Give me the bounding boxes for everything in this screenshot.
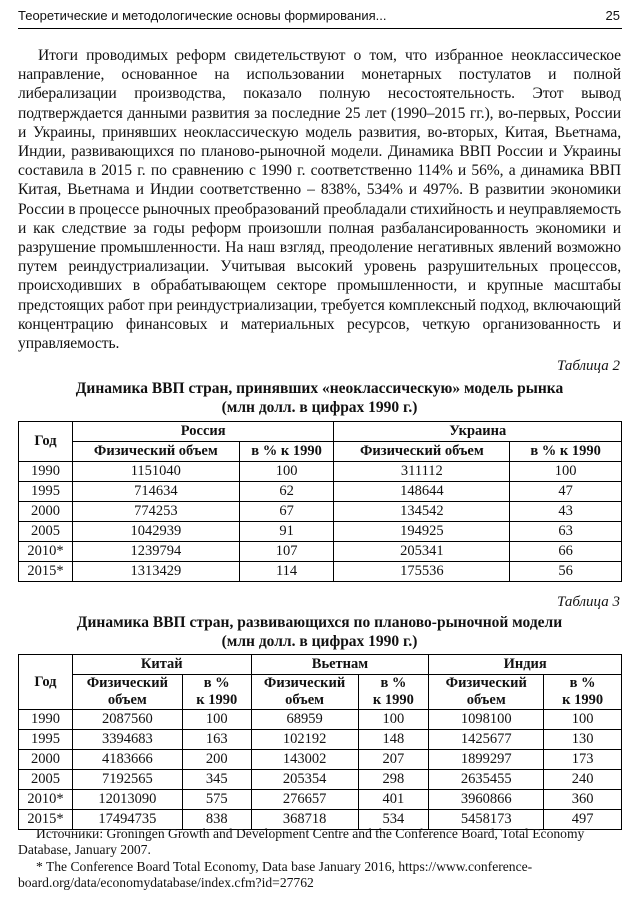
table2-col-physical: Физический объем (72, 442, 239, 462)
table3-title-line1: Динамика ВВП стран, развивающихся по планово-рыночной модели (76, 614, 563, 631)
table-cell: 100 (510, 462, 622, 482)
table-cell: 2015* (19, 562, 73, 582)
table-cell: 63 (510, 522, 622, 542)
table-cell: 205341 (334, 542, 510, 562)
table-cell: 1098100 (429, 710, 544, 730)
table-cell: 100 (182, 710, 251, 730)
running-title: Теоретические и методологические основы формирования... (18, 8, 387, 23)
running-header (18, 6, 622, 29)
table-cell: 207 (358, 750, 429, 770)
table-cell: 7192565 (72, 770, 182, 790)
table-cell: 1899297 (429, 750, 544, 770)
table-cell: 205354 (251, 770, 358, 790)
table-cell: 68959 (251, 710, 358, 730)
table-cell: 345 (182, 770, 251, 790)
table-cell: 67 (239, 502, 334, 522)
table-cell: 534 (358, 810, 429, 830)
footnote-text: * The Conference Board Total Economy, Data base January 2016, https://www.conference-board.org/data/economydatabase/index.cfm?id=27762 (18, 858, 533, 891)
table-row (19, 502, 622, 522)
table3-label: Таблица 3 (557, 594, 620, 610)
table-cell: 47 (510, 482, 622, 502)
table-cell: 107 (239, 542, 334, 562)
table3-title-line2: (млн долл. в цифрах 1990 г.) (221, 633, 418, 650)
table2-title-line1: Динамика ВВП стран, принявших «неоклассическую» модель рынка (75, 380, 564, 397)
table-cell: 1995 (19, 730, 73, 750)
sources-block (18, 826, 622, 892)
table-cell: 3394683 (72, 730, 182, 750)
page-number: 25 (605, 8, 620, 23)
table-cell: 1425677 (429, 730, 544, 750)
table2-col-physical: Физический объем (334, 442, 510, 462)
table-cell: 148644 (334, 482, 510, 502)
table-cell: 17494735 (72, 810, 182, 830)
table-cell: 130 (544, 730, 622, 750)
table-cell: 2087560 (72, 710, 182, 730)
table-cell: 173 (544, 750, 622, 770)
table-cell: 2000 (19, 502, 73, 522)
table-cell: 62 (239, 482, 334, 502)
table-cell: 838 (182, 810, 251, 830)
table-cell: 56 (510, 562, 622, 582)
table-cell: 276657 (251, 790, 358, 810)
table-cell: 163 (182, 730, 251, 750)
table-cell: 714634 (72, 482, 239, 502)
table-cell: 200 (182, 750, 251, 770)
table-cell: 368718 (251, 810, 358, 830)
table-cell: 360 (544, 790, 622, 810)
table-cell: 1313429 (72, 562, 239, 582)
table-row (19, 750, 622, 770)
table2-year-header: Год (19, 422, 73, 462)
table-row (19, 482, 622, 502)
table-cell: 91 (239, 522, 334, 542)
table-row (19, 790, 622, 810)
table-cell: 5458173 (429, 810, 544, 830)
table-cell: 2015* (19, 810, 73, 830)
table-cell: 1990 (19, 462, 73, 482)
table3-col-physical: Физический объем (72, 675, 182, 710)
table2-title-line2: (млн долл. в цифрах 1990 г.) (221, 399, 418, 416)
table-row (19, 522, 622, 542)
table3-country-india: Индия (429, 655, 622, 675)
table2-col-percent: в % к 1990 (239, 442, 334, 462)
table-row (19, 542, 622, 562)
table-cell: 1151040 (72, 462, 239, 482)
table3-country-vietnam: Вьетнам (251, 655, 429, 675)
table-cell: 575 (182, 790, 251, 810)
table-row (19, 462, 622, 482)
table-cell: 43 (510, 502, 622, 522)
table3 (18, 654, 622, 830)
table-row (19, 730, 622, 750)
table2-label: Таблица 2 (557, 358, 620, 374)
table3-country-china: Китай (72, 655, 251, 675)
table3-col-percent: в % к 1990 (544, 675, 622, 710)
table-cell: 2010* (19, 542, 73, 562)
table-cell: 148 (358, 730, 429, 750)
table-cell: 66 (510, 542, 622, 562)
body-paragraph: Итоги проводимых реформ свидетельствуют о том, что избранное неоклассическое направление, основанное на использовании монетарных постулатов и полной либерализации производства, показало полную несостоятельность. Этот вывод подтверждается данными развития за последние 25 лет (1990–2015 гг.), во-первых, России и Украины, принявших неоклассическую модель развития, во-вторых, Китая, Вьетнама, Индии, развивающихся по планово-рыночной модели. Динамика ВВП России и Украины составила в 2015 г. по сравнению с 1990 г. соответственно 114% и 56%, а динамика ВВП Китая, Вьетнама и Индии соответственно – 838%, 534% и 497%. В развитии экономики России в процессе рыночных преобразований преобладали стихийность и неуправляемость и как следствие за годы реформ произошли полная разбалансированность экономики и разрушение промышленности. На наш взгляд, преодоление негативных явлений возможно путем реиндустриализации. Учитывая высокий уровень разрушительных процессов, происходивших в обрабатывающем секторе промышленности, и крупные масштабы предстоящих работ при реиндустриализации, требуется комплексный подход, включающий концентрацию финансовых и материальных ресурсов, четкую организованность и управляемость. (18, 47, 621, 353)
sources-text: Источники: Groningen Growth and Development Centre and the Conference Board, Total Economy Database, January 2007. (18, 826, 585, 858)
table-cell: 497 (544, 810, 622, 830)
table3-col-physical: Физический объем (429, 675, 544, 710)
table3-col-physical: Физический объем (251, 675, 358, 710)
table2-col-percent: в % к 1990 (510, 442, 622, 462)
table-cell: 4183666 (72, 750, 182, 770)
table-cell: 102192 (251, 730, 358, 750)
table-cell: 134542 (334, 502, 510, 522)
table-cell: 2005 (19, 770, 73, 790)
table-cell: 1990 (19, 710, 73, 730)
table-cell: 1995 (19, 482, 73, 502)
table-cell: 311112 (334, 462, 510, 482)
table-cell: 298 (358, 770, 429, 790)
table-cell: 2005 (19, 522, 73, 542)
table-cell: 2000 (19, 750, 73, 770)
table-cell: 2010* (19, 790, 73, 810)
table-cell: 774253 (72, 502, 239, 522)
table-row (19, 710, 622, 730)
table3-col-percent: в % к 1990 (182, 675, 251, 710)
table3-col-percent: в % к 1990 (358, 675, 429, 710)
table-cell: 12013090 (72, 790, 182, 810)
table2 (18, 421, 622, 582)
table-cell: 114 (239, 562, 334, 582)
table-cell: 175536 (334, 562, 510, 582)
table3-year-header: Год (19, 655, 73, 710)
table-cell: 240 (544, 770, 622, 790)
table-cell: 3960866 (429, 790, 544, 810)
table-cell: 100 (239, 462, 334, 482)
table-cell: 2635455 (429, 770, 544, 790)
table-cell: 1042939 (72, 522, 239, 542)
table-cell: 401 (358, 790, 429, 810)
table-row (19, 770, 622, 790)
table-cell: 100 (544, 710, 622, 730)
table-cell: 143002 (251, 750, 358, 770)
table2-country-russia: Россия (72, 422, 334, 442)
table2-country-ukraine: Украина (334, 422, 622, 442)
table-cell: 194925 (334, 522, 510, 542)
table-row (19, 562, 622, 582)
table-cell: 100 (358, 710, 429, 730)
table-cell: 1239794 (72, 542, 239, 562)
